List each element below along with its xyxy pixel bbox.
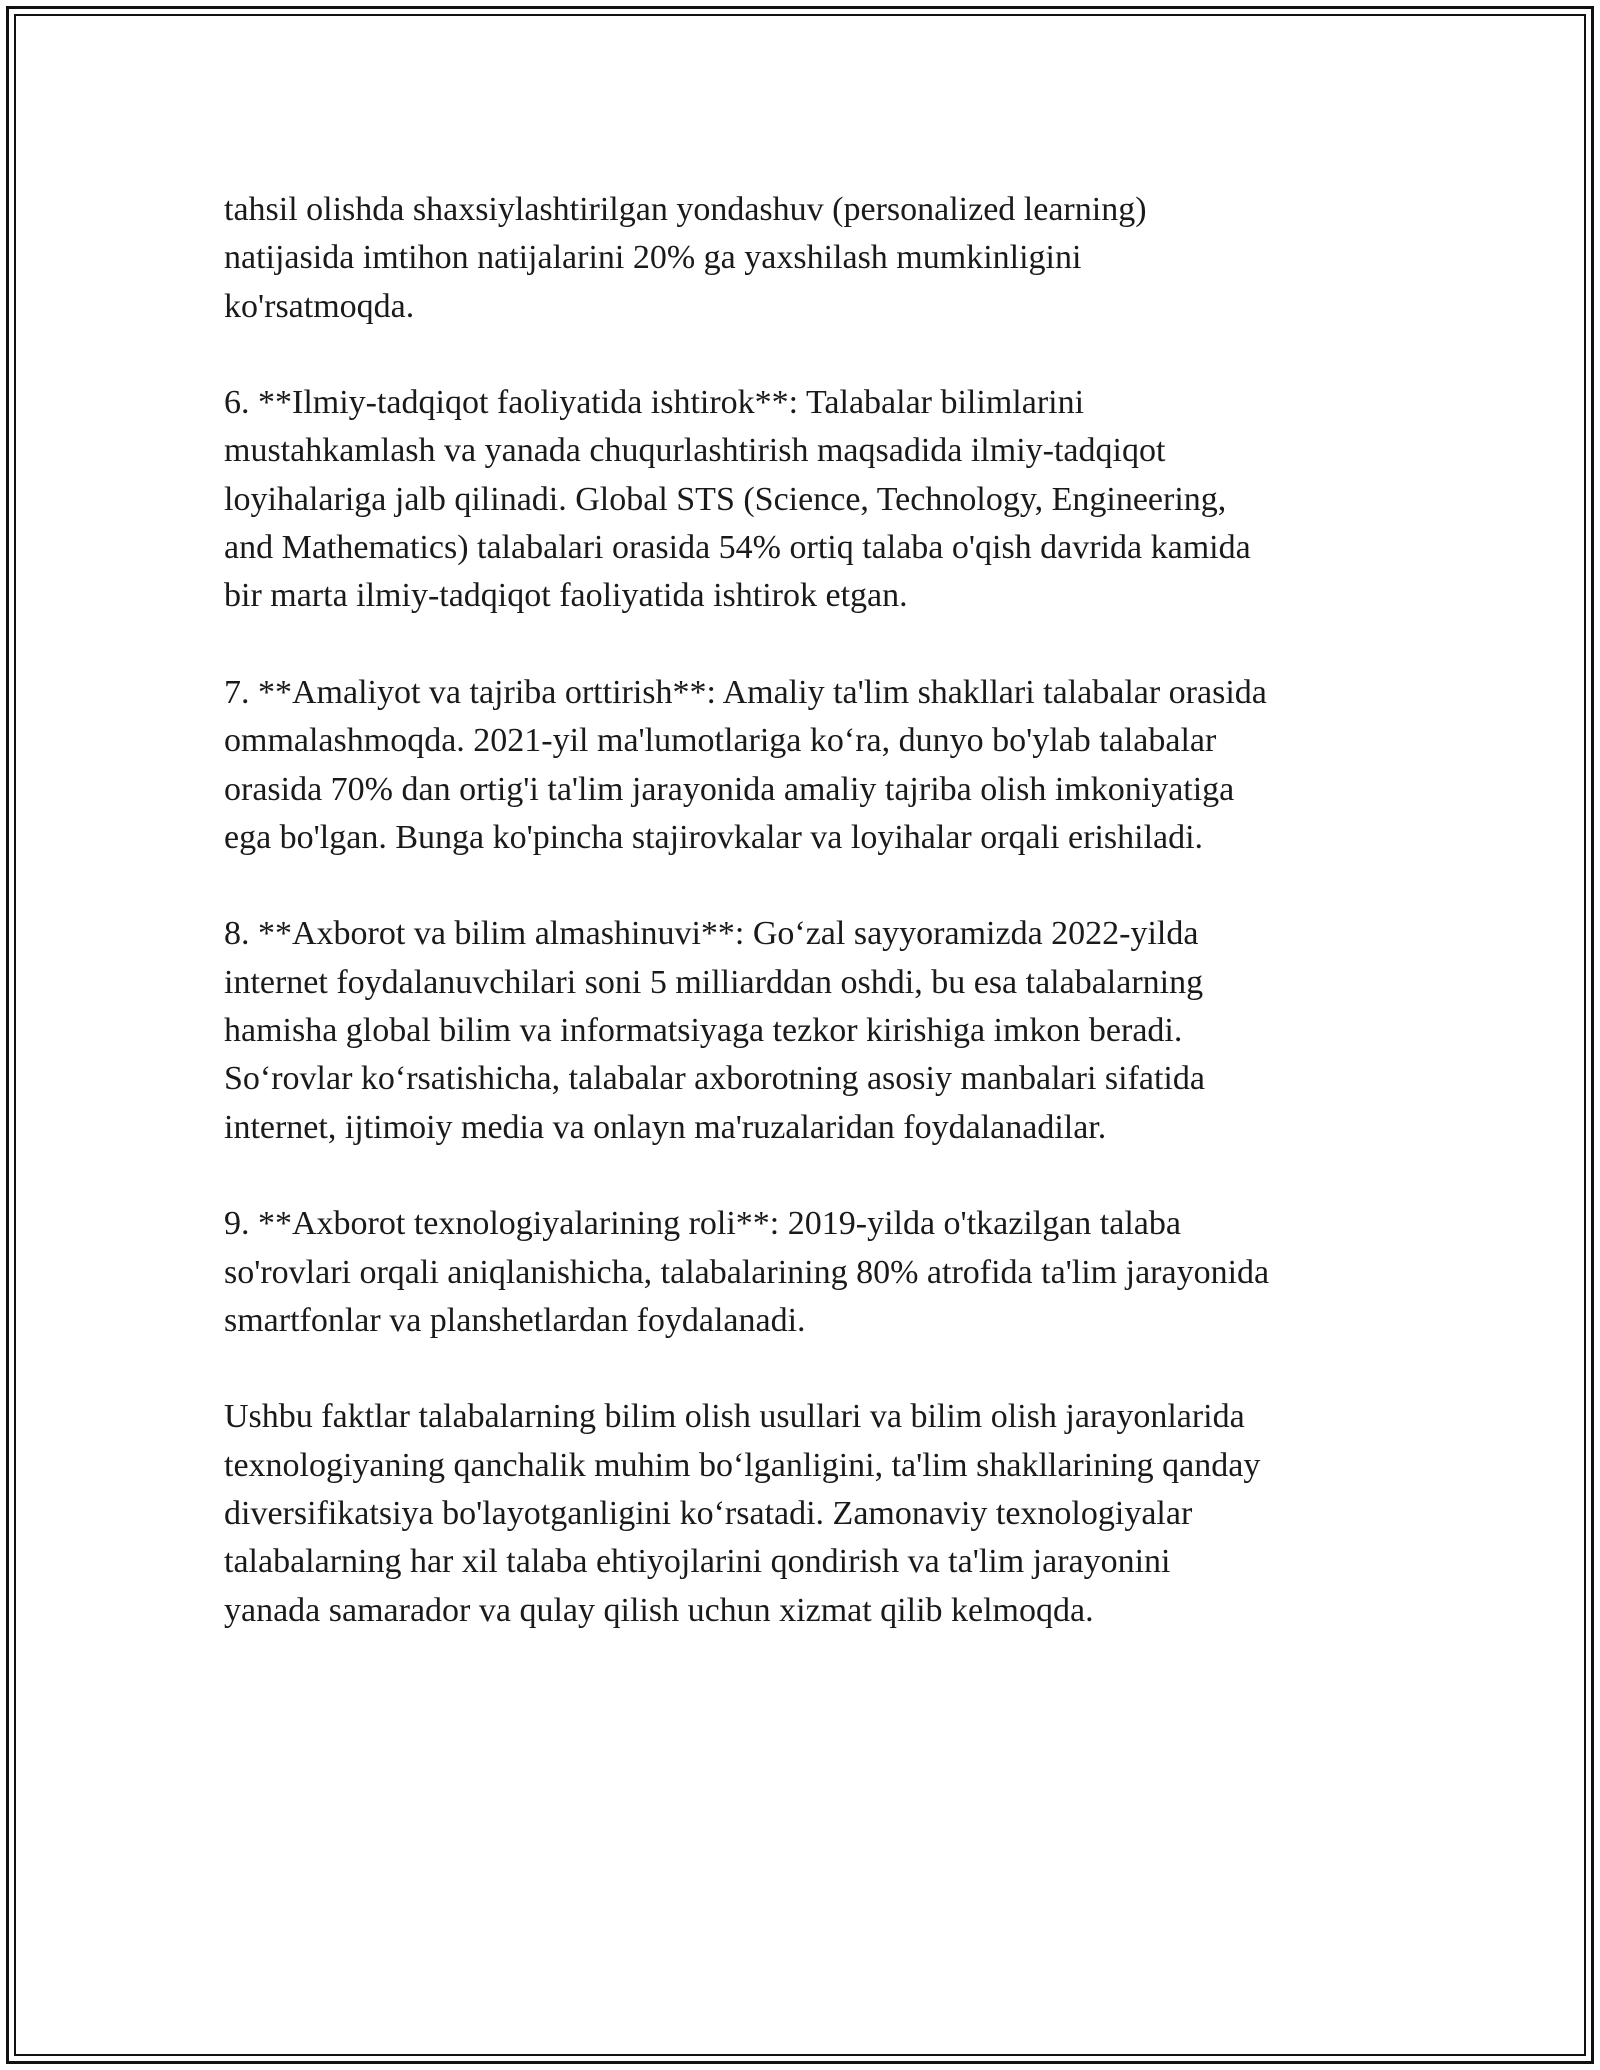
text-line: internet foydalanuvchilari soni 5 milliarddan oshdi, bu esa talabalarning: [224, 963, 1204, 1001]
text-line: smartfonlar va planshetlardan foydalanadi.: [224, 1301, 806, 1339]
text-line: 9. **Axborot texnologiyalarining roli**: 2019-yilda o'tkazilgan talaba: [224, 1205, 1181, 1243]
text-line: ommalashmoqda. 2021-yil ma'lumotlariga ko‘ra, dunyo bo'ylab talabalar: [224, 722, 1217, 760]
text-line: so'rovlari orqali aniqlanishicha, talabalarining 80% atrofida ta'lim jarayonida: [224, 1253, 1270, 1291]
text-line: tahsil olishda shaxsiylashtirilgan yondashuv (personalized learning): [224, 191, 1147, 228]
text-line: 7. **Amaliyot va tajriba orttirish**: Amaliy ta'lim shakllari talabalar orasida: [224, 673, 1267, 711]
paragraph-item-8: [224, 910, 1384, 1151]
text-line: So‘rovlar ko‘rsatishicha, talabalar axborotning asosiy manbalari sifatida: [224, 1060, 1205, 1098]
paragraph-item-7: [224, 669, 1384, 862]
paragraph-continuation: [224, 186, 1384, 331]
text-line: orasida 70% dan ortig'i ta'lim jarayonida amaliy tajriba olish imkoniyatiga: [224, 770, 1235, 808]
text-line: 8. **Axborot va bilim almashinuvi**: Go‘zal sayyoramizda 2022-yilda: [224, 915, 1199, 953]
text-line: ega bo'lgan. Bunga ko'pincha stajirovkalar va loyihalar orqali erishiladi.: [224, 818, 1204, 856]
paragraph-conclusion: [224, 1393, 1384, 1634]
document-body: [224, 186, 1384, 1683]
text-line: yanada samarador va qulay qilish uchun xizmat qilib kelmoqda.: [224, 1591, 1094, 1629]
text-line: bir marta ilmiy-tadqiqot faoliyatida ishtirok etgan.: [224, 577, 908, 615]
text-line: natijasida imtihon natijalarini 20% ga yaxshilash mumkinligini: [224, 239, 1082, 277]
text-line: texnologiyaning qanchalik muhim bo‘lganligini, ta'lim shakllarining qanday: [224, 1446, 1261, 1484]
text-line: Ushbu faktlar talabalarning bilim olish usullari va bilim olish jarayonlarida: [224, 1398, 1245, 1436]
text-line: and Mathematics) talabalari orasida 54% ortiq talaba o'qish davrida kamida: [224, 529, 1251, 567]
text-line: mustahkamlash va yanada chuqurlashtirish maqsadida ilmiy-tadqiqot: [224, 432, 1166, 470]
text-line: talabalarning har xil talaba ehtiyojlarini qondirish va ta'lim jarayonini: [224, 1543, 1171, 1581]
text-line: ko'rsatmoqda.: [224, 287, 415, 325]
paragraph-item-6: [224, 379, 1384, 620]
text-line: loyihalariga jalb qilinadi. Global STS (Science, Technology, Engineering,: [224, 480, 1227, 518]
text-line: diversifikatsiya bo'layotganligini ko‘rsatadi. Zamonaviy texnologiyalar: [224, 1495, 1193, 1533]
text-line: hamisha global bilim va informatsiyaga tezkor kirishiga imkon beradi.: [224, 1012, 1183, 1050]
text-line: 6. **Ilmiy-tadqiqot faoliyatida ishtirok**: Talabalar bilimlarini: [224, 384, 1085, 422]
paragraph-item-9: [224, 1200, 1384, 1345]
text-line: internet, ijtimoiy media va onlayn ma'ruzalaridan foydalanadilar.: [224, 1108, 1107, 1146]
